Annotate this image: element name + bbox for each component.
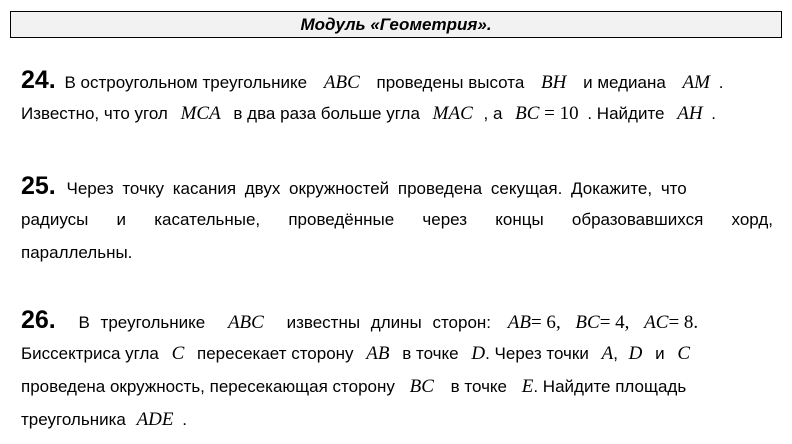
- text: в точке: [402, 344, 459, 363]
- text: известны длины сторон:: [286, 313, 492, 332]
- problem-25: [21, 170, 773, 269]
- text: Через точку касания двух окружностей проведена секущая. Докажите, что: [66, 179, 687, 198]
- problem-25-line-3: [21, 236, 773, 269]
- text: и медиана: [583, 73, 666, 92]
- math-ab: AB: [507, 312, 531, 333]
- math-e: E: [521, 376, 534, 397]
- math-ah: AH: [677, 103, 703, 124]
- math-c: C: [677, 343, 691, 364]
- math-d: D: [471, 343, 486, 364]
- math-bc: BC: [515, 103, 540, 124]
- problem-24-line-2: [21, 97, 773, 130]
- math-mca: MCA: [180, 103, 221, 124]
- module-header: [10, 11, 782, 38]
- text: . Найдите площадь: [533, 377, 687, 396]
- problem-24-line-1: [21, 64, 773, 97]
- text: параллельны.: [21, 243, 133, 262]
- math-abc: ABC: [323, 72, 360, 93]
- math-ac-value: = 8: [668, 312, 694, 333]
- problem-number: 24.: [21, 66, 56, 94]
- text: В остроугольном треугольнике: [64, 73, 308, 92]
- problem-25-line-2: [21, 203, 773, 236]
- problem-26-line-4: [21, 403, 773, 436]
- math-bh: BH: [541, 72, 567, 93]
- math-ab-value: = 6: [530, 312, 556, 333]
- problem-number: 26.: [21, 306, 56, 334]
- math-bc: BC: [575, 312, 600, 333]
- text: Известно, что угол: [21, 104, 168, 123]
- math-a: A: [601, 343, 614, 364]
- text: .: [711, 104, 717, 123]
- math-am: AM: [682, 72, 710, 93]
- text: , а: [483, 104, 503, 123]
- problem-26-line-2: Биссектриса угла C пересекает сторону AB в точке D. Через точки A, D и C: [21, 343, 691, 364]
- problem-26-line-1: 26. В треугольнике ABC известны длины сторон: AB= 6, BC= 4, AC= 8.: [21, 306, 699, 334]
- math-bc: BC: [409, 376, 434, 397]
- text: . Через точки: [485, 344, 589, 363]
- problem-26-line-3: [21, 370, 773, 403]
- text: пересекает сторону: [197, 344, 354, 363]
- math-bc-value: = 10: [544, 103, 579, 124]
- text: и: [655, 344, 665, 363]
- text: проведена окружность, пересекающая сторону: [21, 377, 395, 396]
- text: проведены высота: [376, 73, 525, 92]
- text: в точке: [450, 377, 508, 396]
- problem-25-line-1: [21, 170, 773, 203]
- problem-number: 25.: [21, 172, 56, 200]
- problem-26: [21, 304, 773, 436]
- math-ab: AB: [366, 343, 390, 364]
- math-abc: ABC: [227, 312, 264, 333]
- text: в два раза больше угла: [233, 104, 420, 123]
- math-d: D: [628, 343, 643, 364]
- math-ac: AC: [644, 312, 669, 333]
- math-bc-value: = 4: [599, 312, 625, 333]
- module-title: Модуль «Геометрия».: [300, 14, 492, 34]
- text: . Найдите: [587, 104, 665, 123]
- text: .: [718, 73, 724, 92]
- math-c: C: [171, 343, 185, 364]
- math-mac: MAC: [432, 103, 473, 124]
- text: .: [182, 410, 187, 429]
- text: В треугольнике: [78, 313, 206, 332]
- math-ade: ADE: [136, 409, 174, 430]
- text: радиусы и касательные, проведённые через концы образовавшихся хорд,: [21, 210, 773, 229]
- text: Биссектриса угла: [21, 344, 159, 363]
- text: треугольника: [21, 410, 126, 429]
- problem-24: [21, 64, 773, 130]
